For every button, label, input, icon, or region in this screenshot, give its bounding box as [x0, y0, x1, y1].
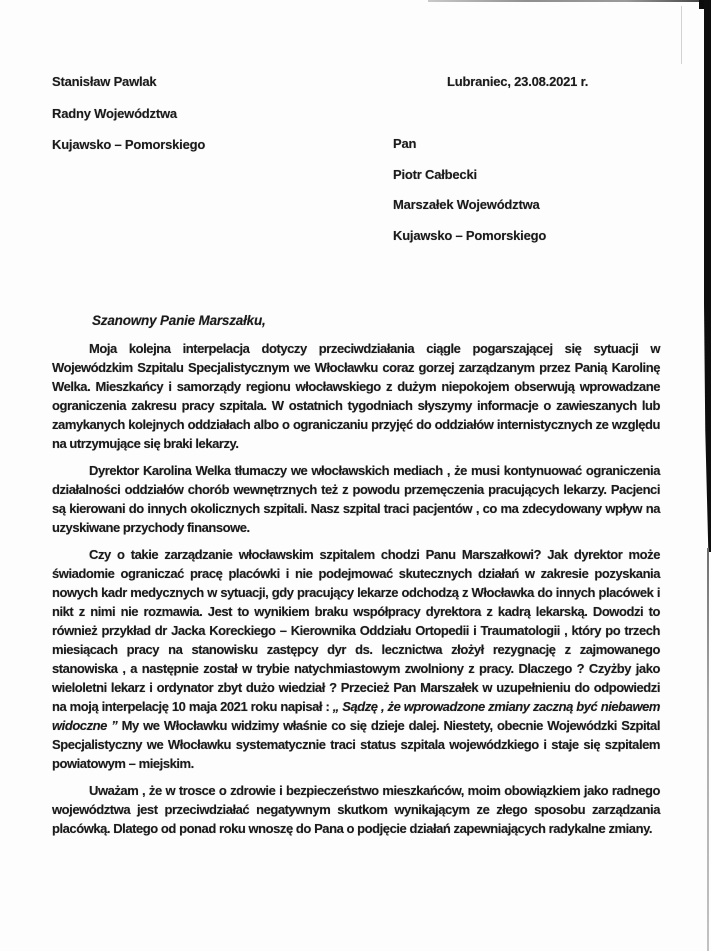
recipient-honorific: Pan [393, 136, 417, 151]
sender-block [52, 66, 205, 161]
scan-artifact-right-edge-bar [704, 0, 711, 552]
place-and-date: Lubraniec, 23.08.2021 r. [447, 74, 589, 89]
scan-artifact-right-edge-line [707, 548, 709, 951]
paragraph-3-continuation: My we Włocławku widzimy właśnie co się dzieje dalej. Niestety, obecnie Wojewódzki Szpital Specjalistyczny we Włocławku systematycznie traci status szpitala wojewódzkiego i staje się szpitalem powiatowym – miejskim. [52, 718, 660, 771]
paragraph-2: Dyrektor Karolina Welka tłumaczy we włocławskich mediach , że musi kontynuować ograniczenia działalności oddziałów chorób wewnętrznych też z powodu przemęczenia pracujących lekarzy. Pacjenci są kierowani do innych okolicznych szpitali. Nasz szpital traci pacjentów , co ma zdecydowany wpływ na uzyskiwane przychody finansowe. [52, 463, 660, 535]
scan-artifact-sliver [681, 6, 682, 64]
paragraph-3 [52, 545, 660, 773]
sender-name: Stanisław Pawlak [52, 74, 157, 89]
recipient-name: Piotr Całbecki [393, 166, 477, 182]
letter-body [52, 339, 660, 846]
sender-region: Kujawsko – Pomorskiego [52, 137, 206, 152]
recipient-role: Marszałek Województwa [393, 197, 540, 212]
recipient-block [393, 129, 546, 251]
sender-role: Radny Województwa [52, 105, 177, 121]
paragraph-3-quotation: „ Sądzę , że wprowadzone zmiany zaczną być niebawem widoczne ” [52, 699, 660, 733]
paragraph-4: Uważam , że w trosce o zdrowie i bezpieczeństwo mieszkańców, moim obowiązkiem jako radnego województwa jest przeciwdziałać negatywnym skutkom wynikającym ze złego sposobu zarządzania placówką. Dlatego od ponad roku wnoszę do Pana o podjęcie działań zapewniających radykalne zmiany. [52, 783, 660, 836]
recipient-region: Kujawsko – Pomorskiego [393, 227, 547, 243]
scan-artifact-top-line [428, 0, 711, 2]
salutation: Szanowny Panie Marszałku, [92, 313, 266, 328]
paragraph-3-text: Czy o takie zarządzanie włocławskim szpitalem chodzi Panu Marszałkowi? Jak dyrektor może świadomie ograniczać pracę placówki i nie podejmować skutecznych działań w zakresie pozyskania nowych kadr medycznych w sytuacji, gdy pracujący lekarze odchodzą z Włocławka do innych placówek i nikt z nimi nie rozmawia. Jest to wynikiem braku współpracy dyrektora z kadrą lekarską. Dowodzi to również przykład dr Jacka Koreckiego – Kierownika Oddziału Ortopedii i Traumatologii , który po trzech miesiącach pracy na stanowisku zastępcy dyr ds. lecznictwa złożył rezygnację z zajmowanego stanowiska , a następnie został w trybie natychmiastowym zwolniony z pracy. Dlaczego ? Czyżby jako wieloletni lekarz i ordynator zbyt dużo wiedział ? Przecież Pan Marszałek w uzupełnieniu do odpowiedzi na moją interpelację 10 maja 2021 roku napisał : [52, 547, 660, 714]
paragraph-1: Moja kolejna interpelacja dotyczy przeciwdziałania ciągle pogarszającej się sytuacji w Wojewódzkim Szpitalu Specjalistycznym we Włocławku coraz gorzej zarządzanym przez Panią Karolinę Welka. Mieszkańcy i samorządy regionu włocławskiego z dużym niepokojem obserwują wprowadzane ograniczenia zakresu pracy szpitala. W ostatnich tygodniach słyszymy informacje o zawieszanych lub zamykanych kolejnych oddziałach albo o ograniczaniu przyjęć do oddziałów internistycznych ze względu na utrzymujące się braki lekarzy. [52, 341, 660, 451]
